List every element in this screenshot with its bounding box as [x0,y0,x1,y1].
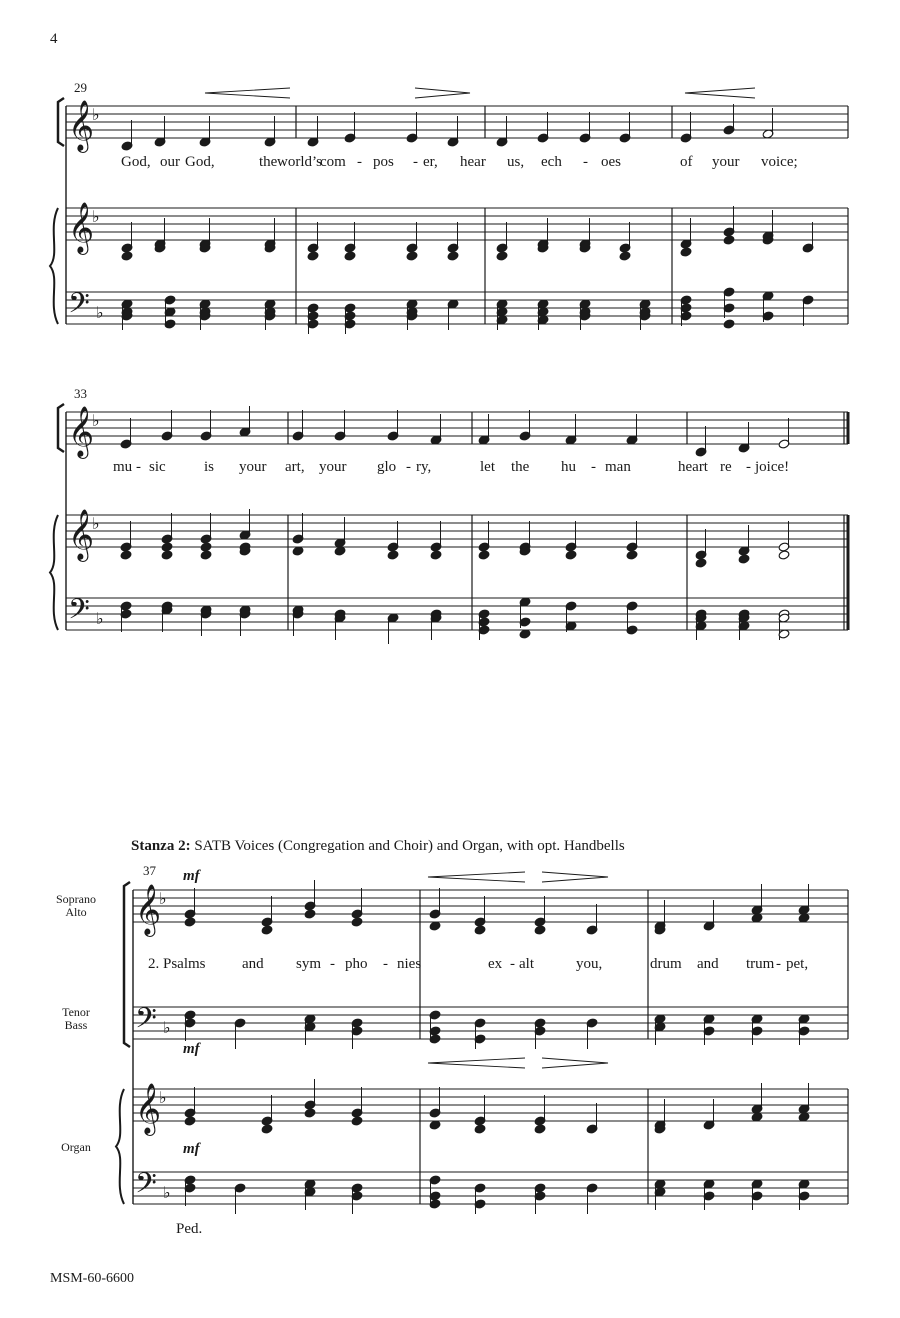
treble-clef-icon: 𝄞 [68,100,95,151]
flat-key-signature-icon: ♭ [159,1088,167,1107]
lyric-syllable: voice; [761,154,798,170]
lyric-syllable: our [160,154,180,170]
note-head [680,247,692,257]
treble-clef-icon: 𝄞 [68,509,95,560]
lyric-syllable: - [357,154,362,170]
decrescendo-hairpin-icon [542,872,608,882]
stanza-label: Stanza 2: [131,838,191,854]
pedal-marking: Ped. [176,1221,203,1237]
lyric-syllable: - [383,956,388,972]
note-head [184,1116,196,1126]
lyric-syllable: God, [185,154,215,170]
part-label-alto: Alto [65,905,87,919]
note-head [565,550,577,560]
treble-clef-icon: 𝄞 [135,884,162,935]
dynamic-mf: mf [183,868,200,884]
flat-key-signature-icon: ♭ [92,105,100,124]
lyric-syllable: your [712,154,740,170]
crescendo-hairpin-icon [685,88,755,98]
note-head [307,251,319,261]
lyric-syllable: the [259,154,278,170]
lyric-syllable: ry, [416,459,432,475]
flat-key-signature-icon: ♭ [159,889,167,908]
note-head [626,550,638,560]
note-head [200,550,212,560]
dynamic-mf: mf [183,1141,200,1157]
lyric-syllable: - [413,154,418,170]
lyric-syllable: man [605,459,631,475]
lyric-syllable: - [746,459,751,475]
lyric-syllable: - [510,956,515,972]
lyric-syllable: joice! [755,459,790,475]
note-head [723,319,735,329]
lyric-syllable: alt [519,956,534,972]
note-head [778,550,790,560]
flat-key-signature-icon: ♭ [92,207,100,226]
lyric-syllable: nies [397,956,422,972]
lyric-syllable: heart [678,459,708,475]
lyric-syllable: hu [561,459,576,475]
bass-clef-icon: 𝄢 [135,1167,157,1207]
flat-key-signature-icon: ♭ [163,1183,171,1202]
note-head [200,542,212,552]
lyric-syllable: drum [650,956,682,972]
part-label-bass: Bass [64,1018,88,1032]
measure-number: 37 [143,863,156,878]
lyric-syllable: oes [601,154,621,170]
lyric-syllable: your [239,459,267,475]
flat-key-signature-icon: ♭ [96,609,104,628]
note-head [261,1124,273,1134]
note-head [351,917,363,927]
note-head [406,251,418,261]
system-bracket [58,98,64,146]
lyric-syllable: - [136,459,141,475]
lyric-syllable: ex [488,956,503,972]
lyric-syllable: sym [296,956,322,972]
crescendo-hairpin-icon [205,88,290,98]
crescendo-hairpin-icon [428,872,525,882]
decrescendo-hairpin-icon [542,1058,608,1068]
note-head [387,550,399,560]
note-head [304,909,316,919]
measure-number: 33 [74,386,87,401]
note-head [184,917,196,927]
note-head [351,1116,363,1126]
note-head [261,925,273,935]
lyric-syllable: God, [121,154,151,170]
part-label-tenor: Tenor [62,1005,90,1019]
flat-key-signature-icon: ♭ [163,1018,171,1037]
lyric-syllable: - [591,459,596,475]
flat-key-signature-icon: ♭ [92,514,100,533]
note-head [474,1124,486,1134]
note-head [161,542,173,552]
grand-staff-brace [50,208,58,324]
bass-clef-icon: 𝄢 [68,287,90,327]
crescendo-hairpin-icon [428,1058,525,1068]
note-head [121,251,133,261]
lyric-syllable: ech [541,154,562,170]
lyric-syllable: glo [377,459,397,475]
note-head [344,251,356,261]
lyric-syllable: - [406,459,411,475]
lyric-syllable: - [330,956,335,972]
lyric-syllable: of [680,154,693,170]
note-head [723,235,735,245]
bass-clef-icon: 𝄢 [68,593,90,633]
note-head [474,925,486,935]
lyric-syllable: trum [746,956,775,972]
system-bracket [124,882,130,1047]
grand-staff-brace [116,1089,124,1204]
part-label-soprano: Soprano [56,892,96,906]
note-head [478,550,490,560]
lyric-syllable: your [319,459,347,475]
lyric-syllable: and [697,956,719,972]
lyric-syllable: art, [285,459,305,475]
treble-clef-icon: 𝄞 [68,406,95,457]
note-head [534,925,546,935]
decrescendo-hairpin-icon [415,88,470,98]
note-head [430,550,442,560]
flat-key-signature-icon: ♭ [96,303,104,322]
note-head [120,550,132,560]
lyric-syllable: mu [113,459,133,475]
measure-number: 29 [74,80,87,95]
note-head [496,251,508,261]
lyric-syllable: sic [149,459,166,475]
note-head [695,558,707,568]
dynamic-mf: mf [183,1041,200,1057]
lyric-syllable: com [320,154,346,170]
note-head [534,1124,546,1134]
lyric-syllable: and [242,956,264,972]
lyric-syllable: re [720,459,732,475]
lyric-syllable: - [776,956,781,972]
part-label-organ: Organ [61,1140,91,1154]
lyric-syllable: world’s [277,154,322,170]
note-head [447,251,459,261]
treble-clef-icon: 𝄞 [68,202,95,253]
stanza-description: SATB Voices (Congregation and Choir) and Organ, with opt. Handbells [190,838,625,854]
catalog-number: MSM-60-6600 [50,1271,135,1286]
lyric-syllable: 2. Psalms [148,956,206,972]
lyric-syllable: let [480,459,495,475]
note-head [738,554,750,564]
lyric-syllable: you, [576,956,603,972]
bass-clef-icon: 𝄢 [135,1002,157,1042]
lyric-syllable: er, [423,154,438,170]
lyric-syllable: hear [460,154,486,170]
lyric-syllable: pet, [786,956,809,972]
page-number: 4 [50,31,58,47]
lyric-syllable: pho [345,956,368,972]
system-bracket [58,404,64,452]
lyric-syllable: is [204,459,215,475]
note-head [304,1108,316,1118]
grand-staff-brace [50,515,58,630]
note-head [161,550,173,560]
note-head [619,251,631,261]
lyric-syllable: the [511,459,530,475]
lyric-syllable: us, [507,154,525,170]
flat-key-signature-icon: ♭ [92,411,100,430]
lyric-syllable: - [583,154,588,170]
lyric-syllable: pos [373,154,394,170]
treble-clef-icon: 𝄞 [135,1083,162,1134]
